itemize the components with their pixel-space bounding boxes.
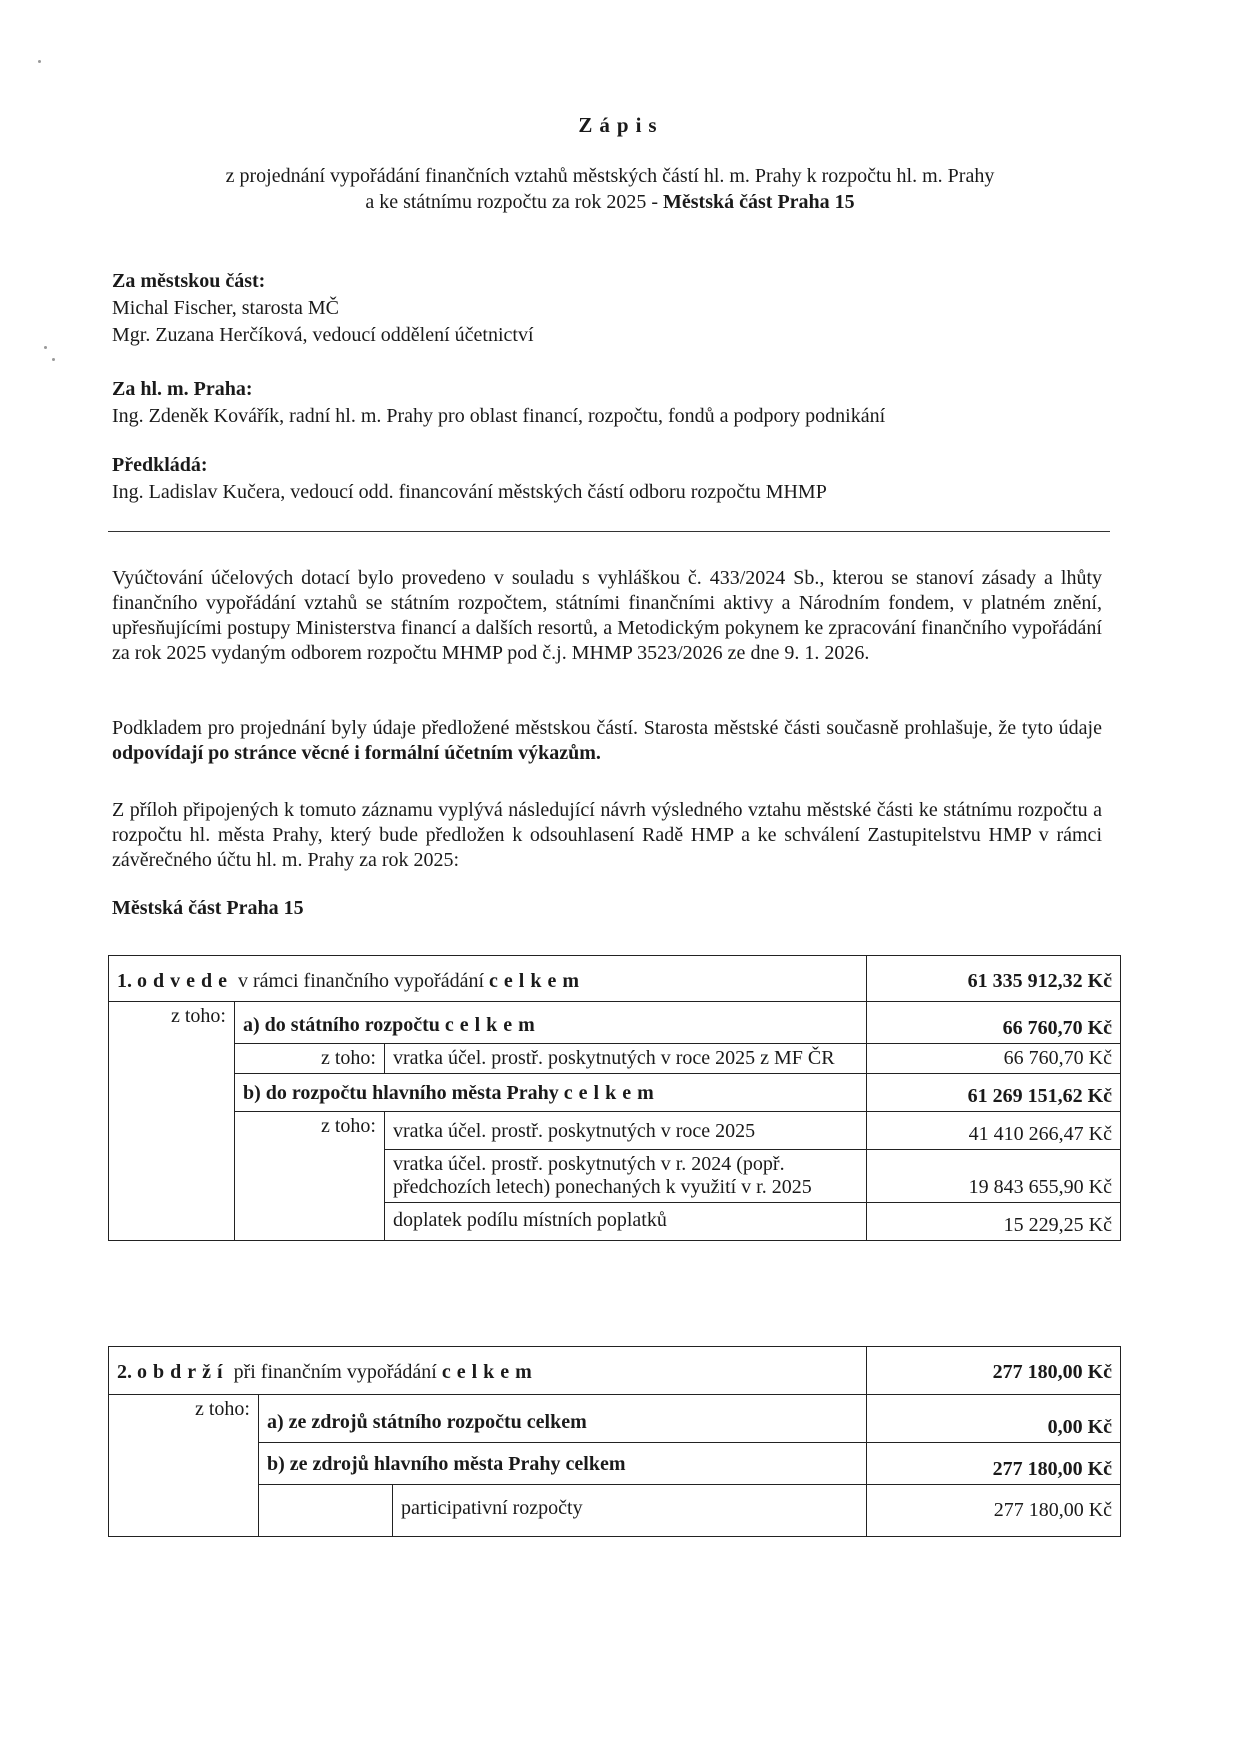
label-spaced: obdrží xyxy=(137,1361,229,1383)
attendee-line: Michal Fischer, starosta MČ xyxy=(112,297,339,319)
empty-cell xyxy=(109,1074,235,1241)
table-row-total xyxy=(109,1347,1121,1395)
paragraph-z-priloh: Z příloh připojených k tomuto záznamu vyplývá následující návrh výsledného vztahu městské části ke státnímu rozpočtu a rozpočtu hl. města Prahy, který bude předložen k odsouhlasení Radě HMP a ke schválení Zastupitelstvu HMP v rámci závěrečného účtu hl. m. Prahy za rok 2025: xyxy=(112,799,1102,871)
row-number: 1. xyxy=(117,970,132,992)
table-row-a xyxy=(109,1395,1121,1443)
table-row-b xyxy=(109,1443,1121,1485)
scan-speck xyxy=(44,346,47,349)
city-part-heading: Městská část Praha 15 xyxy=(112,897,304,919)
a-label: a) do státního rozpočtu xyxy=(243,1014,445,1036)
z-toho-label: z toho: xyxy=(235,1044,385,1074)
z-toho-label: z toho: xyxy=(109,1002,235,1074)
subtitle-city-part: Městská část Praha 15 xyxy=(663,191,855,213)
subtitle-line-1: z projednání vypořádání finančních vztahů městských částí hl. m. Prahy k rozpočtu hl. m. Prahy xyxy=(225,165,995,187)
table-row-a xyxy=(109,1002,1121,1044)
table-row-b xyxy=(109,1074,1121,1112)
paragraph-text: Podkladem pro projednání byly údaje předložené městskou částí. Starosta městské části současně prohlašuje, že tyto údaje xyxy=(112,717,1102,739)
b-label-cell xyxy=(235,1074,867,1112)
row-number: 2. xyxy=(117,1361,132,1383)
b-label-celkem: celkem xyxy=(563,1082,660,1104)
b-sub-text: vratka účel. prostř. poskytnutých v roce 2025 xyxy=(385,1112,867,1150)
table-row-b-sub xyxy=(109,1112,1121,1150)
b-sub-text: vratka účel. prostř. poskytnutých v r. 2024 (popř. předchozích letech) ponechaných k využití v r. 2025 xyxy=(385,1150,867,1203)
subtitle-line-2 xyxy=(140,189,1080,215)
table-row-b-sub xyxy=(109,1485,1121,1537)
attendee-line: Ing. Ladislav Kučera, vedoucí odd. financování městských částí odboru rozpočtu MHMP xyxy=(112,481,827,503)
attendee-line: Mgr. Zuzana Herčíková, vedoucí oddělení účetnictví xyxy=(112,324,534,346)
label-spaced-celkem: celkem xyxy=(489,970,586,992)
z-toho-label: z toho: xyxy=(235,1112,385,1241)
b-label: b) ze zdrojů hlavního města Prahy celkem xyxy=(259,1443,867,1485)
b-label: b) do rozpočtu hlavního města Prahy xyxy=(243,1082,564,1104)
section-za-hmp xyxy=(112,376,1112,430)
total-amount: 61 335 912,32 Kč xyxy=(867,956,1121,1002)
section-predklada xyxy=(112,452,1112,506)
divider-line xyxy=(108,531,1110,532)
paragraph-emphasis: odpovídají po stránce věcné i formální účetním výkazům. xyxy=(112,742,601,764)
a-sub-amount: 66 760,70 Kč xyxy=(867,1044,1121,1074)
a-amount: 0,00 Kč xyxy=(867,1395,1121,1443)
paragraph-vyuctovani: Vyúčtování účelových dotací bylo provedeno v souladu s vyhláškou č. 433/2024 Sb., kterou se stanoví zásady a lhůty finančního vypořádání vztahů se státním rozpočtem, státními finančními aktivy a Národním fondem, v platném znění, upřesňujícími postupy Ministerstva financí a dalších resortů, a Metodickým pokynem ke zpracování finančního vypořádání za rok 2025 vydaným odborem rozpočtu MHMP pod č.j. MHMP 3523/2026 ze dne 9. 1. 2026. xyxy=(112,567,1102,664)
section-heading: Za městskou část: xyxy=(112,270,266,292)
b-sub-text: doplatek podílu místních poplatků xyxy=(385,1203,867,1241)
z-toho-label: z toho: xyxy=(109,1395,259,1537)
label-mid: při finančním vypořádání xyxy=(228,1361,442,1383)
scan-speck xyxy=(52,358,55,361)
a-sub-text: vratka účel. prostř. poskytnutých v roce 2025 z MF ČR xyxy=(385,1044,867,1074)
b-sub-amount: 19 843 655,90 Kč xyxy=(867,1150,1121,1203)
paragraph-podkladem xyxy=(112,716,1102,766)
a-label-celkem: celkem xyxy=(444,1014,541,1036)
b-sub-amount: 15 229,25 Kč xyxy=(867,1203,1121,1241)
section-heading: Předkládá: xyxy=(112,454,208,476)
empty-cell xyxy=(259,1485,393,1537)
document-subtitle xyxy=(140,163,1080,215)
total-label-cell xyxy=(109,1347,867,1395)
attendee-line: Ing. Zdeněk Kovářík, radní hl. m. Prahy pro oblast financí, rozpočtu, fondů a podpory podnikání xyxy=(112,405,886,427)
b-sub-text: participativní rozpočty xyxy=(393,1485,867,1537)
label-spaced-celkem: celkem xyxy=(441,1361,538,1383)
a-label: a) ze zdrojů státního rozpočtu celkem xyxy=(259,1395,867,1443)
b-amount: 61 269 151,62 Kč xyxy=(867,1074,1121,1112)
b-sub-amount: 41 410 266,47 Kč xyxy=(867,1112,1121,1150)
label-mid: v rámci finančního vypořádání xyxy=(233,970,490,992)
document-title: Zápis xyxy=(578,113,664,137)
total-amount: 277 180,00 Kč xyxy=(867,1347,1121,1395)
scan-speck xyxy=(38,60,41,63)
section-za-mestskou-cast xyxy=(112,268,1112,349)
b-amount: 277 180,00 Kč xyxy=(867,1443,1121,1485)
b-sub-amount: 277 180,00 Kč xyxy=(867,1485,1121,1537)
subtitle-line-2-text: a ke státnímu rozpočtu za rok 2025 - xyxy=(365,191,664,213)
label-spaced: odvede xyxy=(137,970,233,992)
a-amount: 66 760,70 Kč xyxy=(867,1002,1121,1044)
table-row-a-sub xyxy=(109,1044,1121,1074)
total-label-cell xyxy=(109,956,867,1002)
table-row-total xyxy=(109,956,1121,1002)
a-label-cell xyxy=(235,1002,867,1044)
section-heading: Za hl. m. Praha: xyxy=(112,378,253,400)
